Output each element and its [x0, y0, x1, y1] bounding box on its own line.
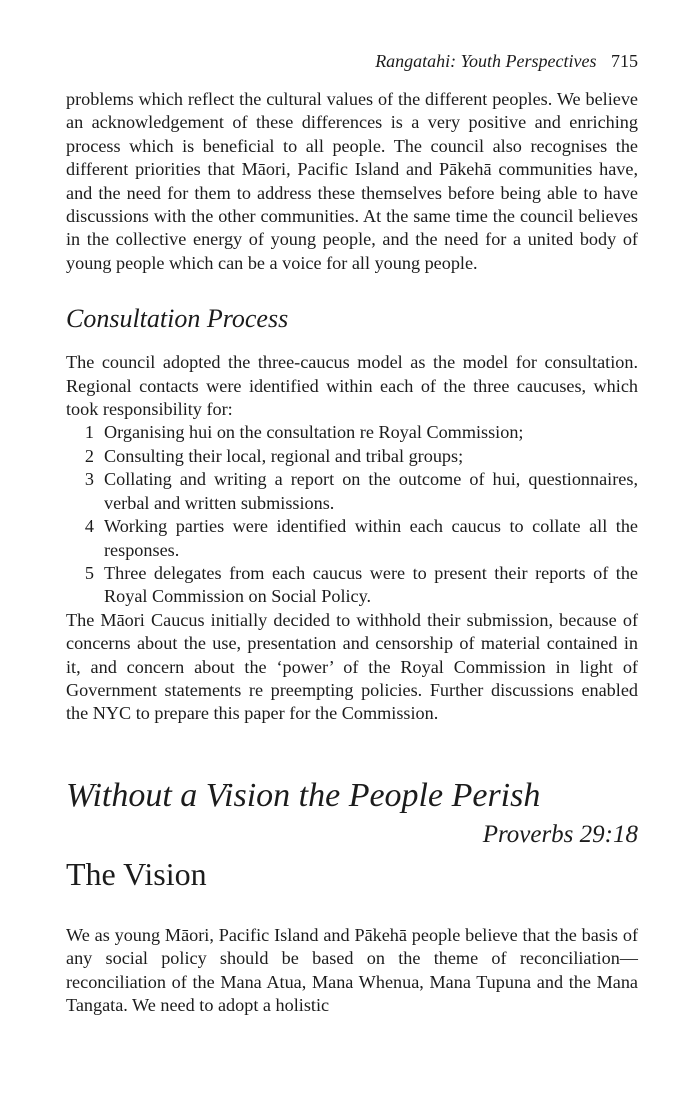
- list-item: [66, 421, 638, 444]
- list-item-text: Consulting their local, regional and tribal groups;: [104, 445, 464, 466]
- list-item-text: Collating and writing a report on the outcome of hui, questionnaires, verbal and written submissions.: [104, 469, 638, 513]
- vision-paragraph: We as young Māori, Pacific Island and Pākehā people believe that the basis of any social policy should be based on the theme of reconciliation—reconciliation of the Mana Atua, Mana Whenua, Mana Tupuna and the Mana Tangata. We need to adopt a holistic: [66, 924, 638, 1015]
- running-head: [66, 48, 638, 74]
- consultation-heading: Consultation Process: [66, 304, 289, 334]
- list-item: [66, 515, 638, 562]
- vision-section-heading: Without a Vision the People Perish: [66, 776, 541, 814]
- consultation-closing-paragraph: The Māori Caucus initially decided to withhold their submission, because of concerns about the use, presentation and censorship of material contained in it, and concern about the ‘power’ of the Royal Commission in light of Government statements re preempting policies. Further discussions enabled the NYC to prepare this paper for the Commission.: [66, 609, 638, 724]
- consultation-intro: The council adopted the three-caucus model as the model for consultation. Regional contacts were identified within each of the three caucuses, which took responsibility for:: [66, 352, 638, 420]
- page-number: 715: [611, 51, 638, 71]
- list-item-number: 4: [84, 516, 94, 537]
- list-item-text: Working parties were identified within each caucus to collate all the responses.: [104, 516, 638, 560]
- intro-paragraph: problems which reflect the cultural values of the different peoples. We believe an acknowledgement of these differences is a very positive and enriching process which is beneficial to all people. The council also recognises the different priorities that Māori, Pacific Island and Pākehā communities have, and the need for them to address these themselves before being able to have discussions with the other communities. At the same time the council believes in the collective energy of young people, and the need for a united body of young people which can be a voice for all young people.: [66, 89, 638, 273]
- epigraph-citation: Proverbs 29:18: [482, 820, 638, 848]
- list-item-number: 2: [84, 445, 94, 466]
- chapter-title: The Vision: [66, 855, 207, 892]
- consultation-list: [66, 421, 638, 608]
- list-item: [66, 445, 638, 468]
- list-item-number: 5: [84, 562, 94, 583]
- list-item-number: 1: [84, 422, 94, 443]
- list-item-number: 3: [84, 469, 94, 490]
- list-item: [66, 468, 638, 515]
- book-page: [66, 48, 638, 1017]
- list-item: [66, 562, 638, 609]
- running-head-title: Rangatahi: Youth Perspectives: [375, 51, 597, 71]
- list-item-text: Three delegates from each caucus were to present their reports of the Royal Commission on Social Policy.: [104, 562, 638, 607]
- list-item-text: Organising hui on the consultation re Royal Commission;: [104, 422, 524, 443]
